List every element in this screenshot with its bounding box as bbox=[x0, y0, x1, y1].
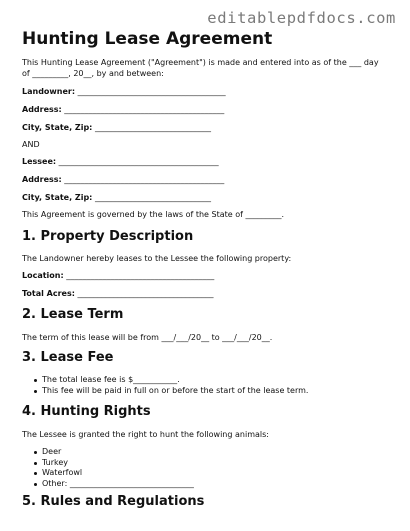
location-blank[interactable]: _____________________________________ bbox=[66, 271, 215, 280]
total-acres-field[interactable] bbox=[22, 289, 213, 299]
landowner-address-label: Address: bbox=[22, 105, 62, 114]
section-heading-property: 1. Property Description bbox=[22, 229, 194, 244]
and-text: AND bbox=[22, 140, 40, 149]
lessee-city-field[interactable] bbox=[22, 193, 211, 203]
location-label: Location: bbox=[22, 271, 64, 280]
lessee-field[interactable] bbox=[22, 157, 219, 167]
section-heading-rules: 5. Rules and Regulations bbox=[22, 494, 205, 509]
landowner-city-label: City, State, Zip: bbox=[22, 123, 93, 132]
section-heading-fee: 3. Lease Fee bbox=[22, 350, 114, 365]
list-item: The total lease fee is $___________. bbox=[22, 375, 308, 386]
total-acres-label: Total Acres: bbox=[22, 289, 75, 298]
animals-list bbox=[22, 447, 194, 489]
section-heading-hunting-rights: 4. Hunting Rights bbox=[22, 404, 151, 419]
landowner-city-field[interactable] bbox=[22, 123, 211, 133]
lessee-address-field[interactable] bbox=[22, 175, 224, 185]
total-acres-blank[interactable]: __________________________________ bbox=[77, 289, 214, 298]
lease-term-text: The term of this lease will be from ___/___/20__ to ___/___/20__. bbox=[22, 333, 273, 342]
lessee-label: Lessee: bbox=[22, 157, 57, 166]
lessee-address-label: Address: bbox=[22, 175, 62, 184]
hunting-rights-text: The Lessee is granted the right to hunt the following animals: bbox=[22, 430, 269, 439]
list-item[interactable]: Other: _______________________________ bbox=[22, 479, 194, 490]
landowner-address-field[interactable] bbox=[22, 105, 224, 115]
list-item: Waterfowl bbox=[22, 468, 194, 479]
landowner-city-blank[interactable]: _____________________________ bbox=[94, 123, 211, 132]
watermark: editablepdfdocs.com bbox=[207, 9, 396, 27]
list-item: Deer bbox=[22, 447, 194, 458]
lessee-address-blank[interactable]: ________________________________________ bbox=[64, 175, 225, 184]
list-item: This fee will be paid in full on or before the start of the lease term. bbox=[22, 386, 308, 397]
lessee-blank[interactable]: ________________________________________ bbox=[58, 157, 219, 166]
landowner-label: Landowner: bbox=[22, 87, 76, 96]
governing-law-text: This Agreement is governed by the laws of the State of _________. bbox=[22, 210, 285, 219]
landowner-field[interactable] bbox=[22, 87, 226, 97]
property-text: The Landowner hereby leases to the Lessee the following property: bbox=[22, 254, 292, 263]
lease-fee-list bbox=[22, 375, 308, 396]
section-heading-term: 2. Lease Term bbox=[22, 307, 124, 322]
document-title: Hunting Lease Agreement bbox=[22, 29, 273, 49]
location-field[interactable] bbox=[22, 271, 214, 281]
landowner-address-blank[interactable]: ________________________________________ bbox=[64, 105, 225, 114]
list-item: Turkey bbox=[22, 458, 194, 469]
lessee-city-label: City, State, Zip: bbox=[22, 193, 93, 202]
landowner-blank[interactable]: _____________________________________ bbox=[77, 87, 226, 96]
intro-line-1: This Hunting Lease Agreement ("Agreement") is made and entered into as of the ___ day bbox=[22, 58, 379, 67]
intro-line-2: of _________, 20__, by and between: bbox=[22, 69, 164, 78]
lessee-city-blank[interactable]: _____________________________ bbox=[94, 193, 211, 202]
